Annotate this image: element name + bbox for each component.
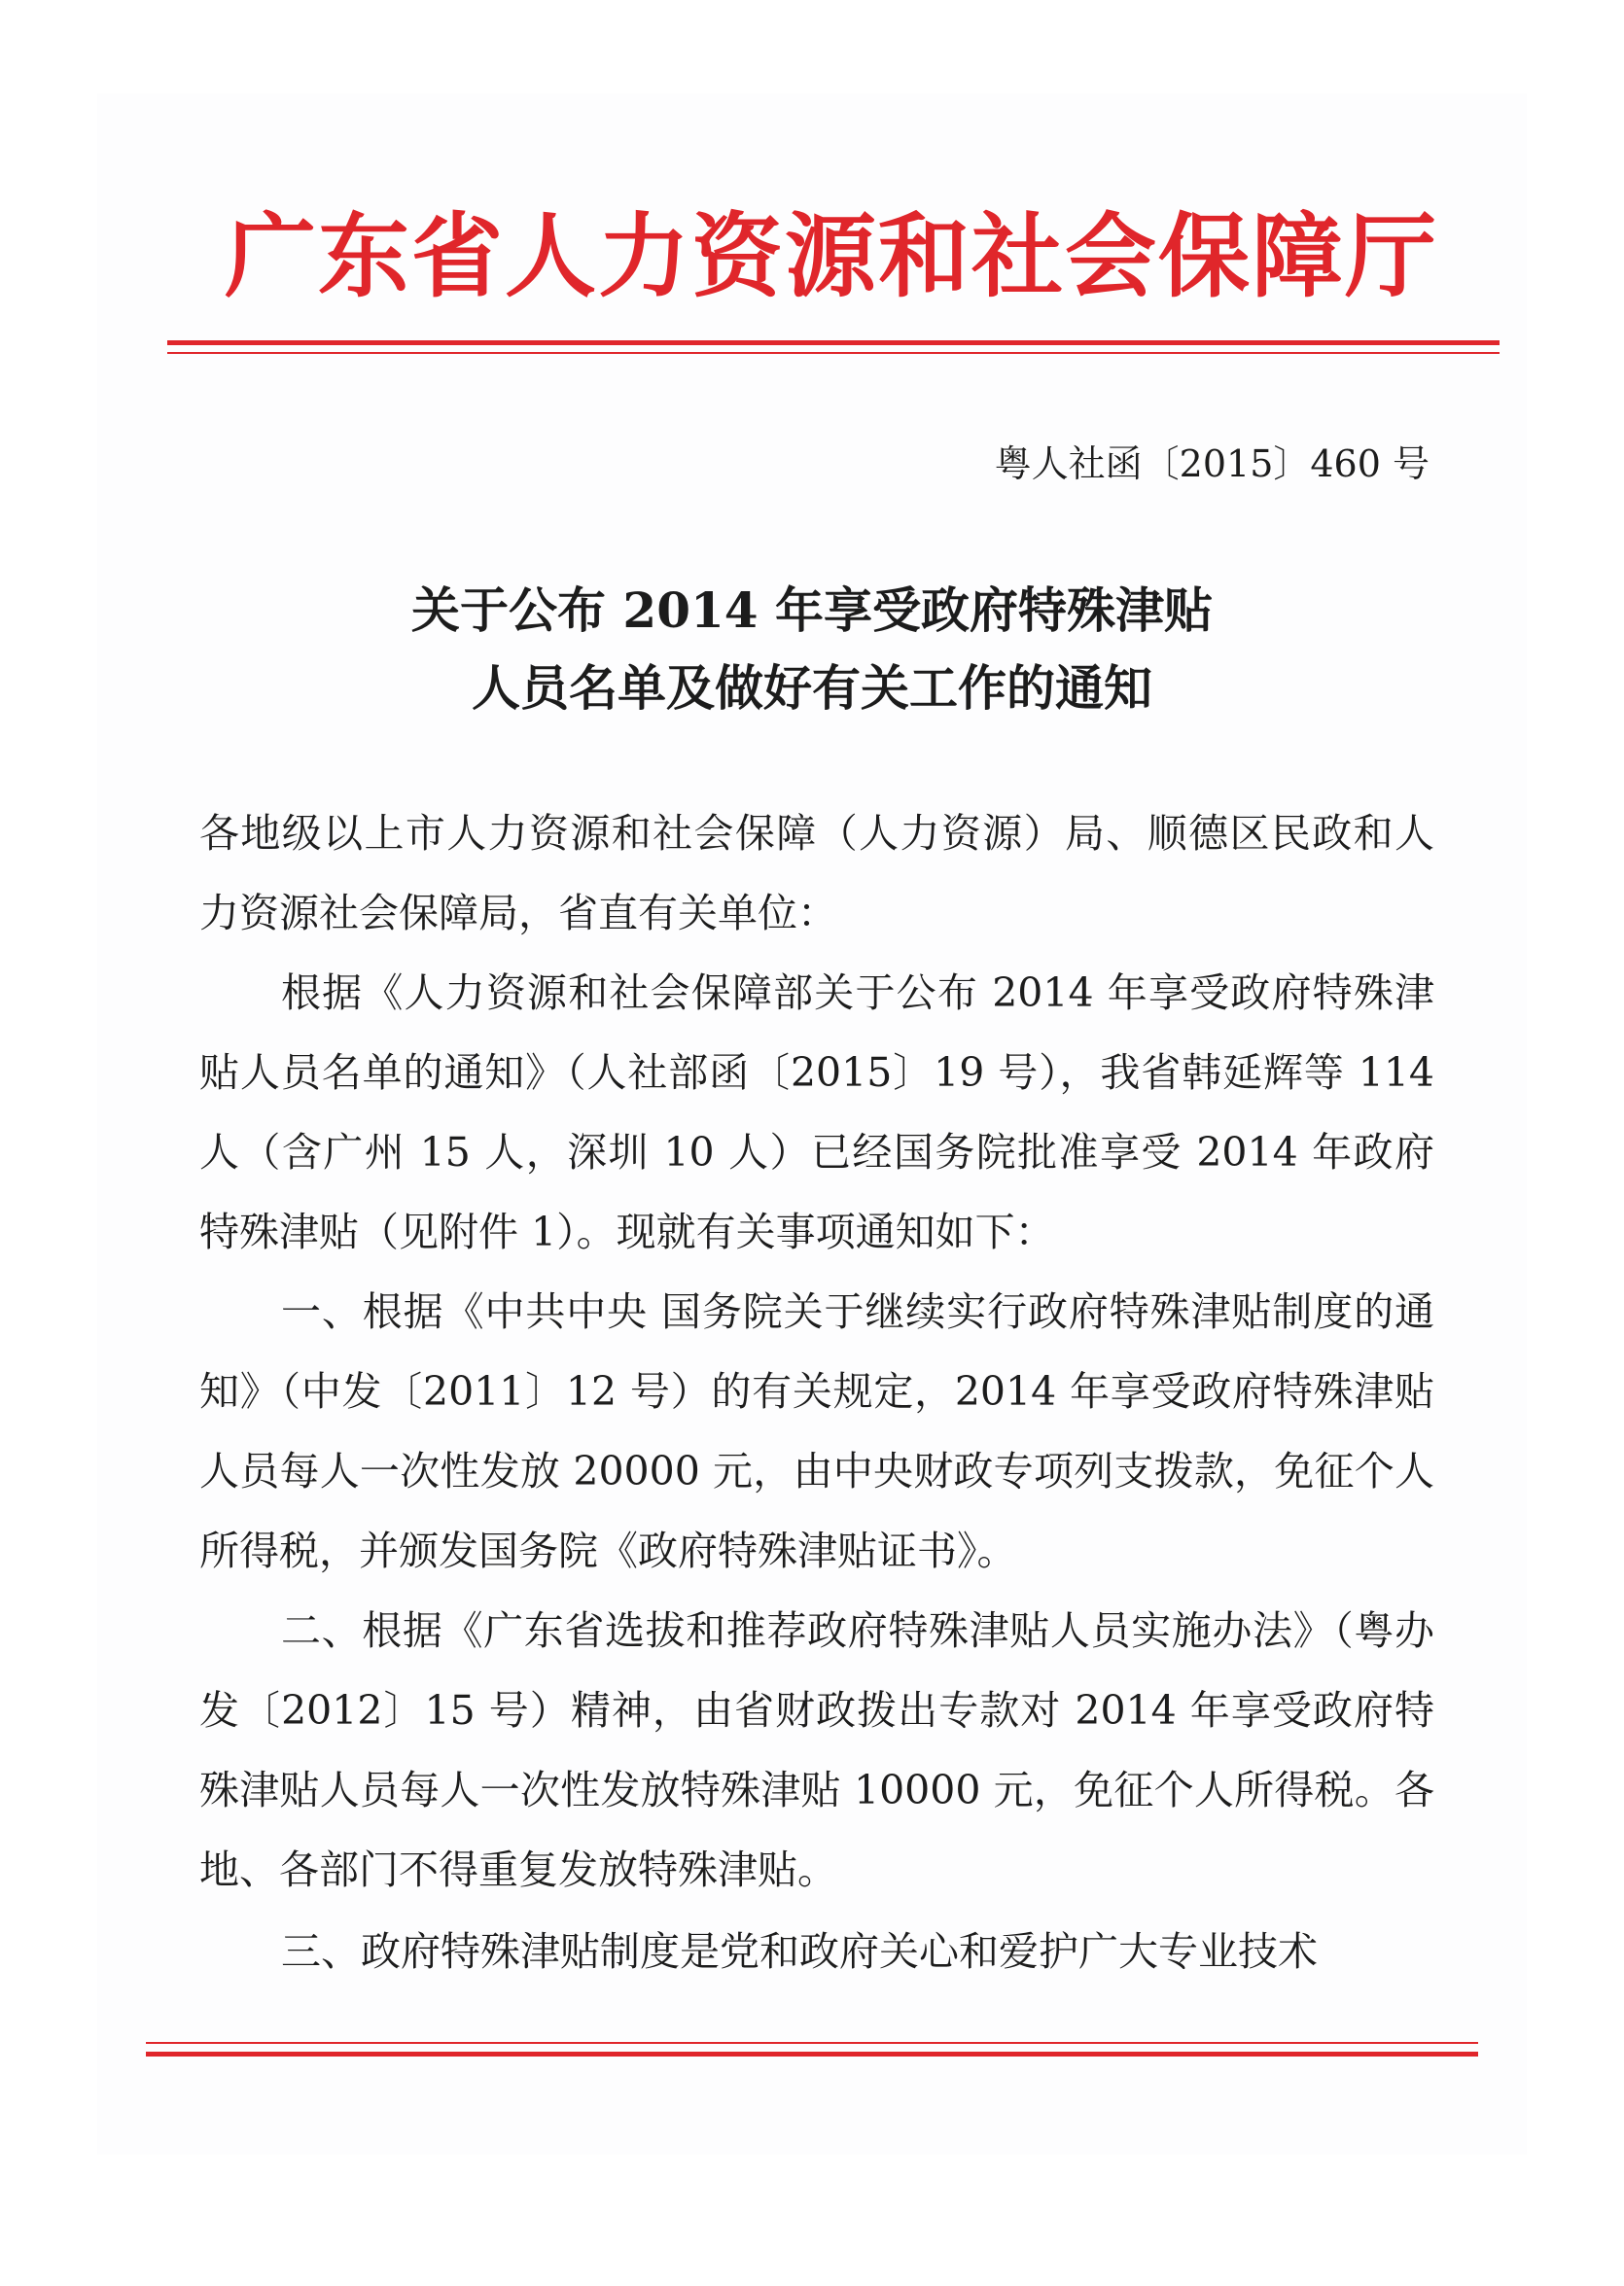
document-number: 粤人社函〔2015〕460 号: [994, 442, 1430, 485]
letterhead-title: 广东省人力资源和社会保障厅: [224, 204, 1438, 310]
paragraph-preamble: 根据《人力资源和社会保障部关于公布 2014 年享受政府特殊津贴人员名单的通知》（人社部函〔2015〕19 号），我省韩延辉等 114 人（含广州 15 人，深圳 10 人）已经国务院批准享受 2014 年政府特殊津贴（见附件 1）。现就有关事项通知如下：: [199, 969, 1434, 1255]
header-rule-top: [167, 340, 1500, 345]
notice-title-line-1: 关于公布 2014 年享受政府特殊津贴: [411, 581, 1213, 639]
paragraph-item-2: 二、根据《广东省选拔和推荐政府特殊津贴人员实施办法》（粤办发〔2012〕15 号）精神，由省财政拨出专款对 2014 年享受政府特殊津贴人员每人一次性发放特殊津贴 10000 元，免征个人所得税。各地、各部门不得重复发放特殊津贴。: [199, 1607, 1434, 1893]
header-rule-bottom: [167, 352, 1500, 354]
paragraph-item-3: 三、政府特殊津贴制度是党和政府关心和爱护广大专业技术: [281, 1928, 1318, 1975]
salutation: 各地级以上市人力资源和社会保障（人力资源）局、顺德区民政和人力资源社会保障局，省直有关单位：: [199, 810, 1434, 936]
paragraph-item-1: 一、根据《中共中央 国务院关于继续实行政府特殊津贴制度的通知》（中发〔2011〕12 号）的有关规定，2014 年享受政府特殊津贴人员每人一次性发放 20000 元，由中央财政专项列支拨款，免征个人所得税，并颁发国务院《政府特殊津贴证书》。: [199, 1288, 1434, 1574]
footer-rule-top: [146, 2042, 1478, 2044]
footer-rule-bottom: [146, 2052, 1478, 2057]
notice-title-line-2: 人员名单及做好有关工作的通知: [472, 659, 1152, 717]
